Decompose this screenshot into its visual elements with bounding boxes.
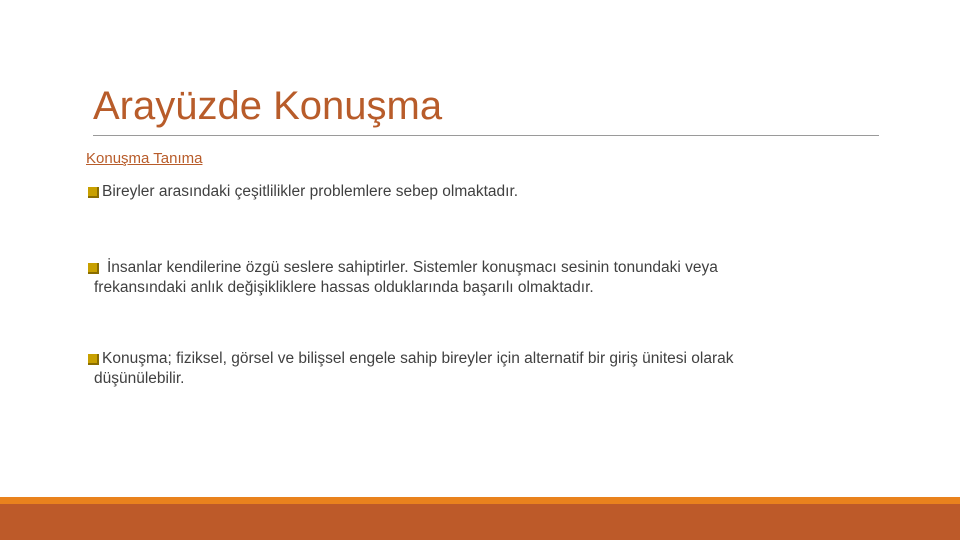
bullet-text: İnsanlar kendilerine özgü seslere sahiptirler. Sistemler konuşmacı sesinin tonundaki veya — [107, 259, 718, 276]
bullet-item-1 — [88, 182, 878, 202]
title-divider — [93, 135, 879, 136]
bullet-text-continued: frekansındaki anlık değişikliklere hassas olduklarında başarılı olmaktadır. — [94, 279, 594, 296]
bullet-text: Konuşma; fiziksel, görsel ve bilişsel engele sahip bireyler için alternatif bir giriş ünitesi olarak — [102, 350, 734, 367]
bullet-item-2 — [88, 258, 878, 298]
footer-stripe — [0, 497, 960, 504]
bullet-text-continued: düşünülebilir. — [94, 370, 185, 387]
bullet-text: Bireyler arasındaki çeşitlilikler problemlere sebep olmaktadır. — [102, 183, 519, 200]
footer-bar — [0, 504, 960, 540]
checkbox-bullet-icon — [88, 263, 99, 274]
bullet-item-3 — [88, 349, 878, 389]
checkbox-bullet-icon — [88, 187, 99, 198]
section-subtitle: Konuşma Tanıma — [86, 150, 203, 167]
checkbox-bullet-icon — [88, 354, 99, 365]
slide-title: Arayüzde Konuşma — [93, 84, 443, 128]
